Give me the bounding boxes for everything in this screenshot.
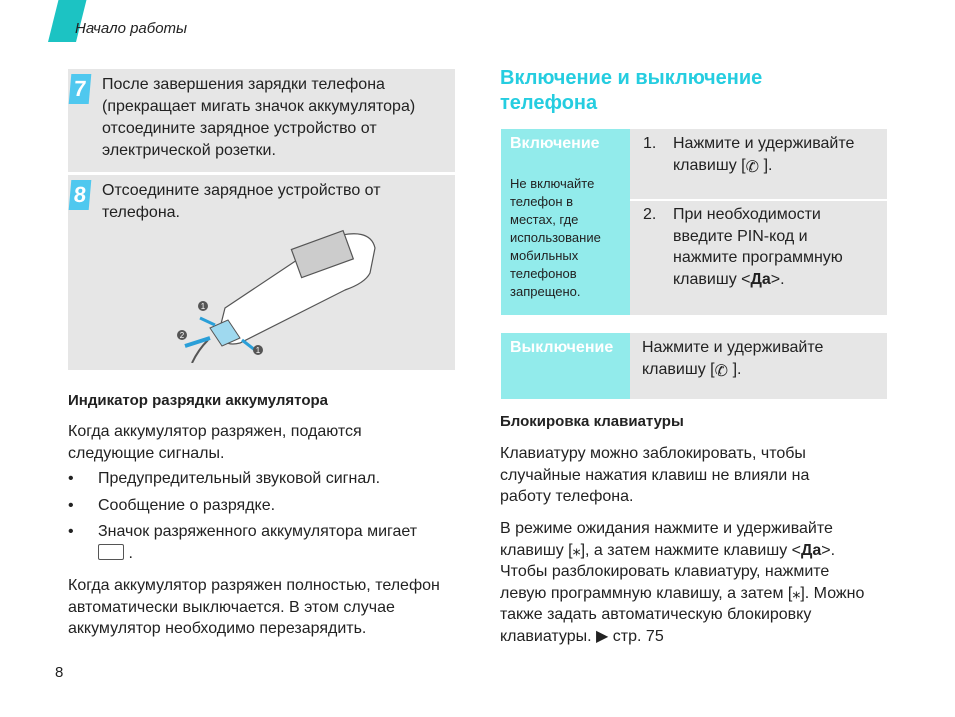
bullet-text: Значок разряженного аккумулятора мигает [98, 523, 418, 540]
step2-end: >. [770, 270, 785, 288]
bullet-end: . [128, 544, 133, 562]
power-off-label: Выключение [510, 339, 614, 356]
page-reference-link[interactable]: стр. 75 [612, 627, 664, 645]
power-title: Включение и выключение телефона [500, 67, 763, 114]
step1-number: 1. [643, 135, 657, 152]
lock-text-a: В режиме ожидания нажмите и удерживайте клавишу [ [500, 520, 833, 559]
bullet-item: • Сообщение о разрядке. [68, 495, 453, 517]
yes-key-label: Да [800, 541, 822, 559]
step-7-badge: 7 [69, 74, 92, 104]
lock-paragraph-2 [500, 518, 870, 647]
phone-disconnect-illustration [170, 228, 380, 363]
power-off-label-text: Нажмите и удерживайте клавишу [ [642, 339, 824, 378]
lock-text-d: ]. Можно также задать автоматическую блокировку клавиатуры. [500, 584, 865, 645]
battery-outro: Когда аккумулятор разряжен полностью, телефон автоматически выключается. В этом случае аккумулятор необходимо перезарядить. [68, 577, 440, 637]
power-on-note: Не включайте телефон в местах, где использование мобильных телефонов запрещено. [510, 176, 601, 299]
power-off-text [642, 337, 862, 380]
yes-key-label: Да [750, 270, 771, 288]
lock-text-b: ], а затем нажмите клавишу < [580, 541, 801, 559]
battery-bullets [68, 468, 453, 569]
star-key-icon: ⁎ [792, 584, 801, 602]
arrow-right-icon: ▶ [596, 627, 609, 645]
callout-1b: 1 [255, 346, 261, 355]
step1-text [673, 133, 878, 176]
step2-text [673, 204, 873, 290]
lock-text-c: >. Чтобы разблокировать клавиатуру, нажмите левую программную клавишу, а затем [ [500, 541, 836, 602]
end-call-key-icon: ✆ [745, 158, 759, 176]
step2-number: 2. [643, 206, 657, 223]
bullet-item [68, 521, 453, 564]
step-8-text: Отсоедините зарядное устройство от телефона. [102, 182, 381, 221]
battery-intro: Когда аккумулятор разряжен, подаются следующие сигналы. [68, 423, 362, 462]
step1-end: ]. [763, 156, 773, 174]
step1-label: Нажмите и удерживайте клавишу [ [673, 135, 855, 174]
lock-paragraph-1: Клавиатуру можно заблокировать, чтобы случайные нажатия клавиш не влияли на работу телефона. [500, 445, 810, 505]
callout-1: 1 [200, 302, 206, 311]
lock-heading: Блокировка клавиатуры [500, 413, 684, 430]
power-on-label: Включение [510, 135, 600, 152]
end-call-key-icon: ✆ [714, 362, 728, 380]
step-8-badge: 8 [69, 180, 92, 210]
step-7-text: После завершения зарядки телефона (прекращает мигать значок аккумулятора) отсоедините зарядное устройство от электрической розетки. [102, 76, 416, 159]
bullet-item: • Предупредительный звуковой сигнал. [68, 468, 453, 490]
battery-heading: Индикатор разрядки аккумулятора [68, 392, 328, 409]
page-number: 8 [55, 664, 64, 681]
star-key-icon: ⁎ [572, 541, 581, 559]
power-off-end: ]. [732, 360, 742, 378]
section-header: Начало работы [75, 20, 188, 37]
step2-label: При необходимости введите PIN-код и нажмите программную клавишу < [673, 206, 843, 288]
empty-battery-icon [98, 544, 124, 560]
callout-2: 2 [179, 331, 185, 340]
